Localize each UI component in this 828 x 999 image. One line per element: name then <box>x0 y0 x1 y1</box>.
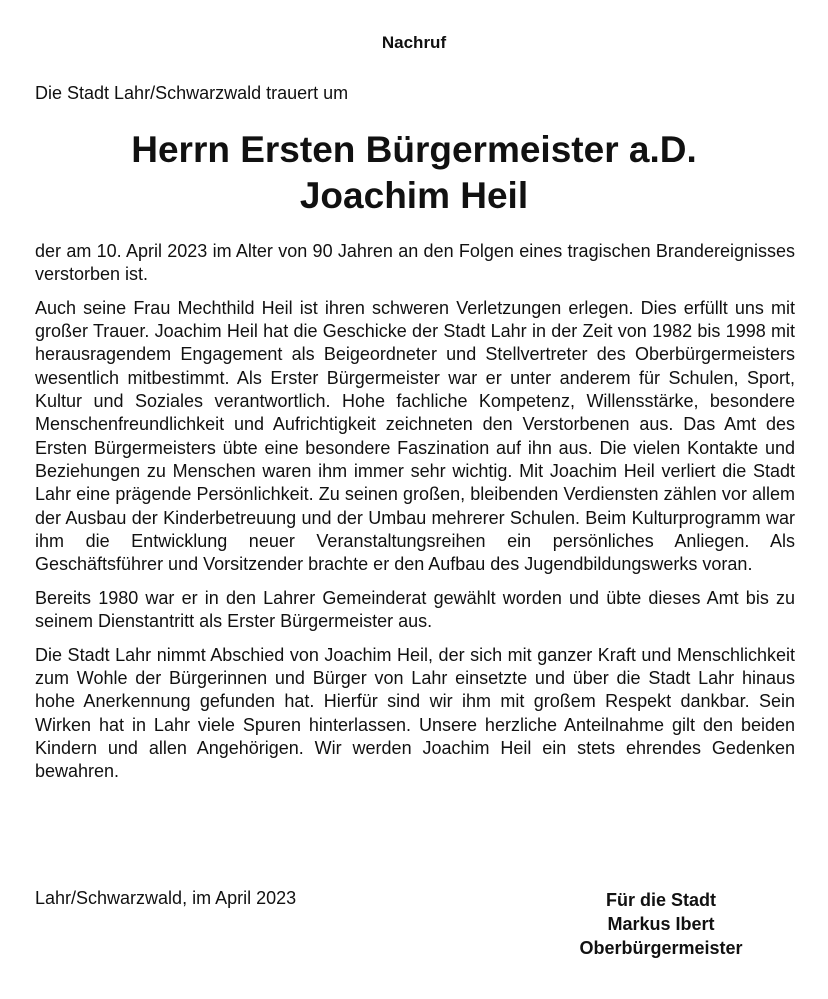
body-paragraph: Bereits 1980 war er in den Lahrer Gemeinderat gewählt worden und übte dieses Amt bis zu seinem Dienstantritt als Erster Bürgermeister aus. <box>35 587 795 632</box>
signature-line-city: Für die Stadt <box>605 890 716 910</box>
deceased-name-block <box>0 127 828 219</box>
body-paragraph: der am 10. April 2023 im Alter von 90 Jahren an den Folgen eines tragischen Brandereignisses verstorben ist. <box>35 241 795 285</box>
deceased-name-line: Joachim Heil <box>299 175 529 216</box>
signature-block <box>556 888 766 960</box>
notice-heading: Nachruf <box>381 33 447 52</box>
intro-line: Die Stadt Lahr/Schwarzwald trauert um <box>35 83 349 103</box>
deceased-title-line: Herrn Ersten Bürgermeister a.D. <box>131 129 697 170</box>
signature-line-name: Markus Ibert <box>607 914 715 934</box>
body-paragraph: Die Stadt Lahr nimmt Abschied von Joachim Heil, der sich mit ganzer Kraft und Menschlichkeit zum Wohle der Bürgerinnen und Bürger von Lahr einsetzte und über die Stadt Lahr hinaus hohe Anerkennung gefunden hat. Hierfür sind wir ihm mit großem Respekt dankbar. Sein Wirken hat in Lahr viele Spuren hinterlassen. Unsere herzliche Anteilnahme gilt den beiden Kindern und allen Angehörigen. Wir werden Joachim Heil ein stets ehrendes Gedenken bewahren. <box>35 644 795 782</box>
place-date: Lahr/Schwarzwald, im April 2023 <box>35 888 297 908</box>
signature-line-role: Oberbürgermeister <box>579 938 743 958</box>
notice-body <box>35 240 795 794</box>
body-paragraph: Auch seine Frau Mechthild Heil ist ihren schweren Verletzungen erlegen. Dies erfüllt uns mit großer Trauer. Joachim Heil hat die Geschicke der Stadt Lahr in der Zeit von 1982 bis 1998 mit herausragendem Engagement als Beigeordneter und Stellvertreter des Oberbürgermeisters wesentlich mitbestimmt. Als Erster Bürgermeister war er unter anderem für Schulen, Sport, Kultur und Soziales verantwortlich. Hohe fachliche Kompetenz, Willensstärke, besondere Menschenfreundlichkeit und Aufrichtigkeit zeichneten den Verstorbenen aus. Das Amt des Ersten Bürgermeisters übte eine besondere Faszination auf ihn aus. Die vielen Kontakte und Beziehungen zu Menschen waren ihm immer sehr wichtig. Mit Joachim Heil verliert die Stadt Lahr eine prägende Persönlichkeit. Zu seinen großen, bleibenden Verdiensten zählen vor allem der Ausbau der Kinderbetreuung und der Umbau mehrerer Schulen. Beim Kulturprogramm war ihm die Entwicklung neuer Veranstaltungsreihen ein persönliches Anliegen. Als Geschäftsführer und Vorsitzender brachte er den Aufbau des Jugendbildungswerks voran. <box>35 297 795 575</box>
